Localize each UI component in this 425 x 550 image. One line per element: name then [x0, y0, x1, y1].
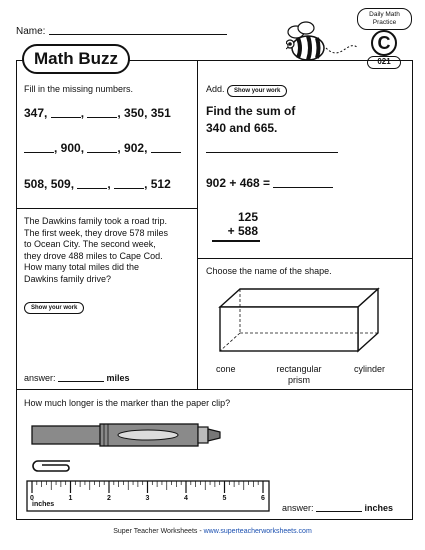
- ruler-unit: inches: [32, 501, 55, 508]
- vertical-sum-line: [212, 240, 260, 242]
- footer-link[interactable]: www.superteacherworksheets.com: [203, 528, 312, 535]
- sequence-row-1: 347, , , 350, 351: [24, 106, 171, 120]
- divider-right: [197, 258, 412, 259]
- vertical-bottom-number: + 588: [227, 224, 258, 238]
- badge-caption: Daily Math Practice: [357, 8, 412, 30]
- ruler-tick-label: 2: [107, 495, 111, 502]
- addition-equation: 902 + 468 =: [206, 176, 333, 190]
- divider-bottom: [17, 389, 412, 390]
- miles-answer-field[interactable]: [58, 381, 104, 382]
- inches-answer-field[interactable]: [316, 511, 362, 512]
- name-row: [16, 26, 227, 37]
- word-problem-work-row: [24, 296, 84, 314]
- name-label: Name:: [16, 26, 46, 37]
- page-title: Math Buzz: [22, 44, 130, 74]
- paper-clip-image: [30, 455, 74, 477]
- badge-number: 021: [367, 56, 401, 69]
- sum-answer-line[interactable]: [206, 152, 338, 153]
- sequence-row-2: , 900, , 902,: [24, 141, 181, 155]
- ruler-tick-label: 0: [30, 495, 34, 502]
- marker-image: [30, 420, 230, 450]
- add-section-header: [206, 84, 287, 97]
- equation-answer[interactable]: [273, 187, 333, 188]
- ruler-tick-label: 4: [184, 495, 188, 502]
- ruler: [26, 480, 270, 512]
- divider-left: [17, 208, 197, 209]
- rectangular-prism-figure: [216, 285, 396, 355]
- word-problem: The Dawkins family took a road trip. The first week, they drove 578 miles to Ocean City. The second week, they drove 488 miles to Cape Cod. How many total miles did the Dawkins family drive?: [24, 216, 169, 284]
- option-rectangular-prism[interactable]: rectangular prism: [276, 364, 322, 385]
- blank[interactable]: [77, 188, 107, 189]
- inches-answer-row: answer: inches: [282, 503, 394, 513]
- blank[interactable]: [51, 117, 81, 118]
- sum-prompt-line-1: Find the sum of: [206, 104, 296, 118]
- show-work-button[interactable]: Show your work: [24, 302, 84, 314]
- blank[interactable]: [24, 152, 54, 153]
- miles-answer-row: answer: miles: [24, 373, 130, 383]
- show-work-button[interactable]: Show your work: [227, 85, 287, 97]
- blank[interactable]: [87, 117, 117, 118]
- badge-letter: C: [371, 30, 397, 56]
- blank[interactable]: [114, 188, 144, 189]
- sequence-row-3: 508, 509, , , 512: [24, 177, 171, 191]
- ruler-tick-label: 6: [261, 495, 265, 502]
- name-field[interactable]: [49, 34, 227, 35]
- shape-instruction: Choose the name of the shape.: [206, 266, 332, 276]
- missing-instruction: Fill in the missing numbers.: [24, 84, 134, 94]
- footer: Super Teacher Worksheets - www.superteacherworksheets.com: [113, 528, 312, 535]
- divider-vertical: [197, 61, 198, 389]
- ruler-tick-label: 3: [145, 495, 150, 502]
- option-cylinder[interactable]: cylinder: [354, 364, 386, 374]
- ruler-tick-label: 1: [68, 495, 73, 502]
- blank[interactable]: [87, 152, 117, 153]
- sum-prompt-line-2: 340 and 665.: [206, 121, 278, 135]
- add-label: Add.: [206, 84, 225, 94]
- measure-question: How much longer is the marker than the paper clip?: [24, 398, 231, 408]
- blank[interactable]: [151, 152, 181, 153]
- vertical-top-number: 125: [237, 210, 258, 224]
- ruler-tick-label: 5: [222, 495, 227, 502]
- daily-math-badge: [357, 8, 412, 68]
- option-cone[interactable]: cone: [216, 364, 236, 374]
